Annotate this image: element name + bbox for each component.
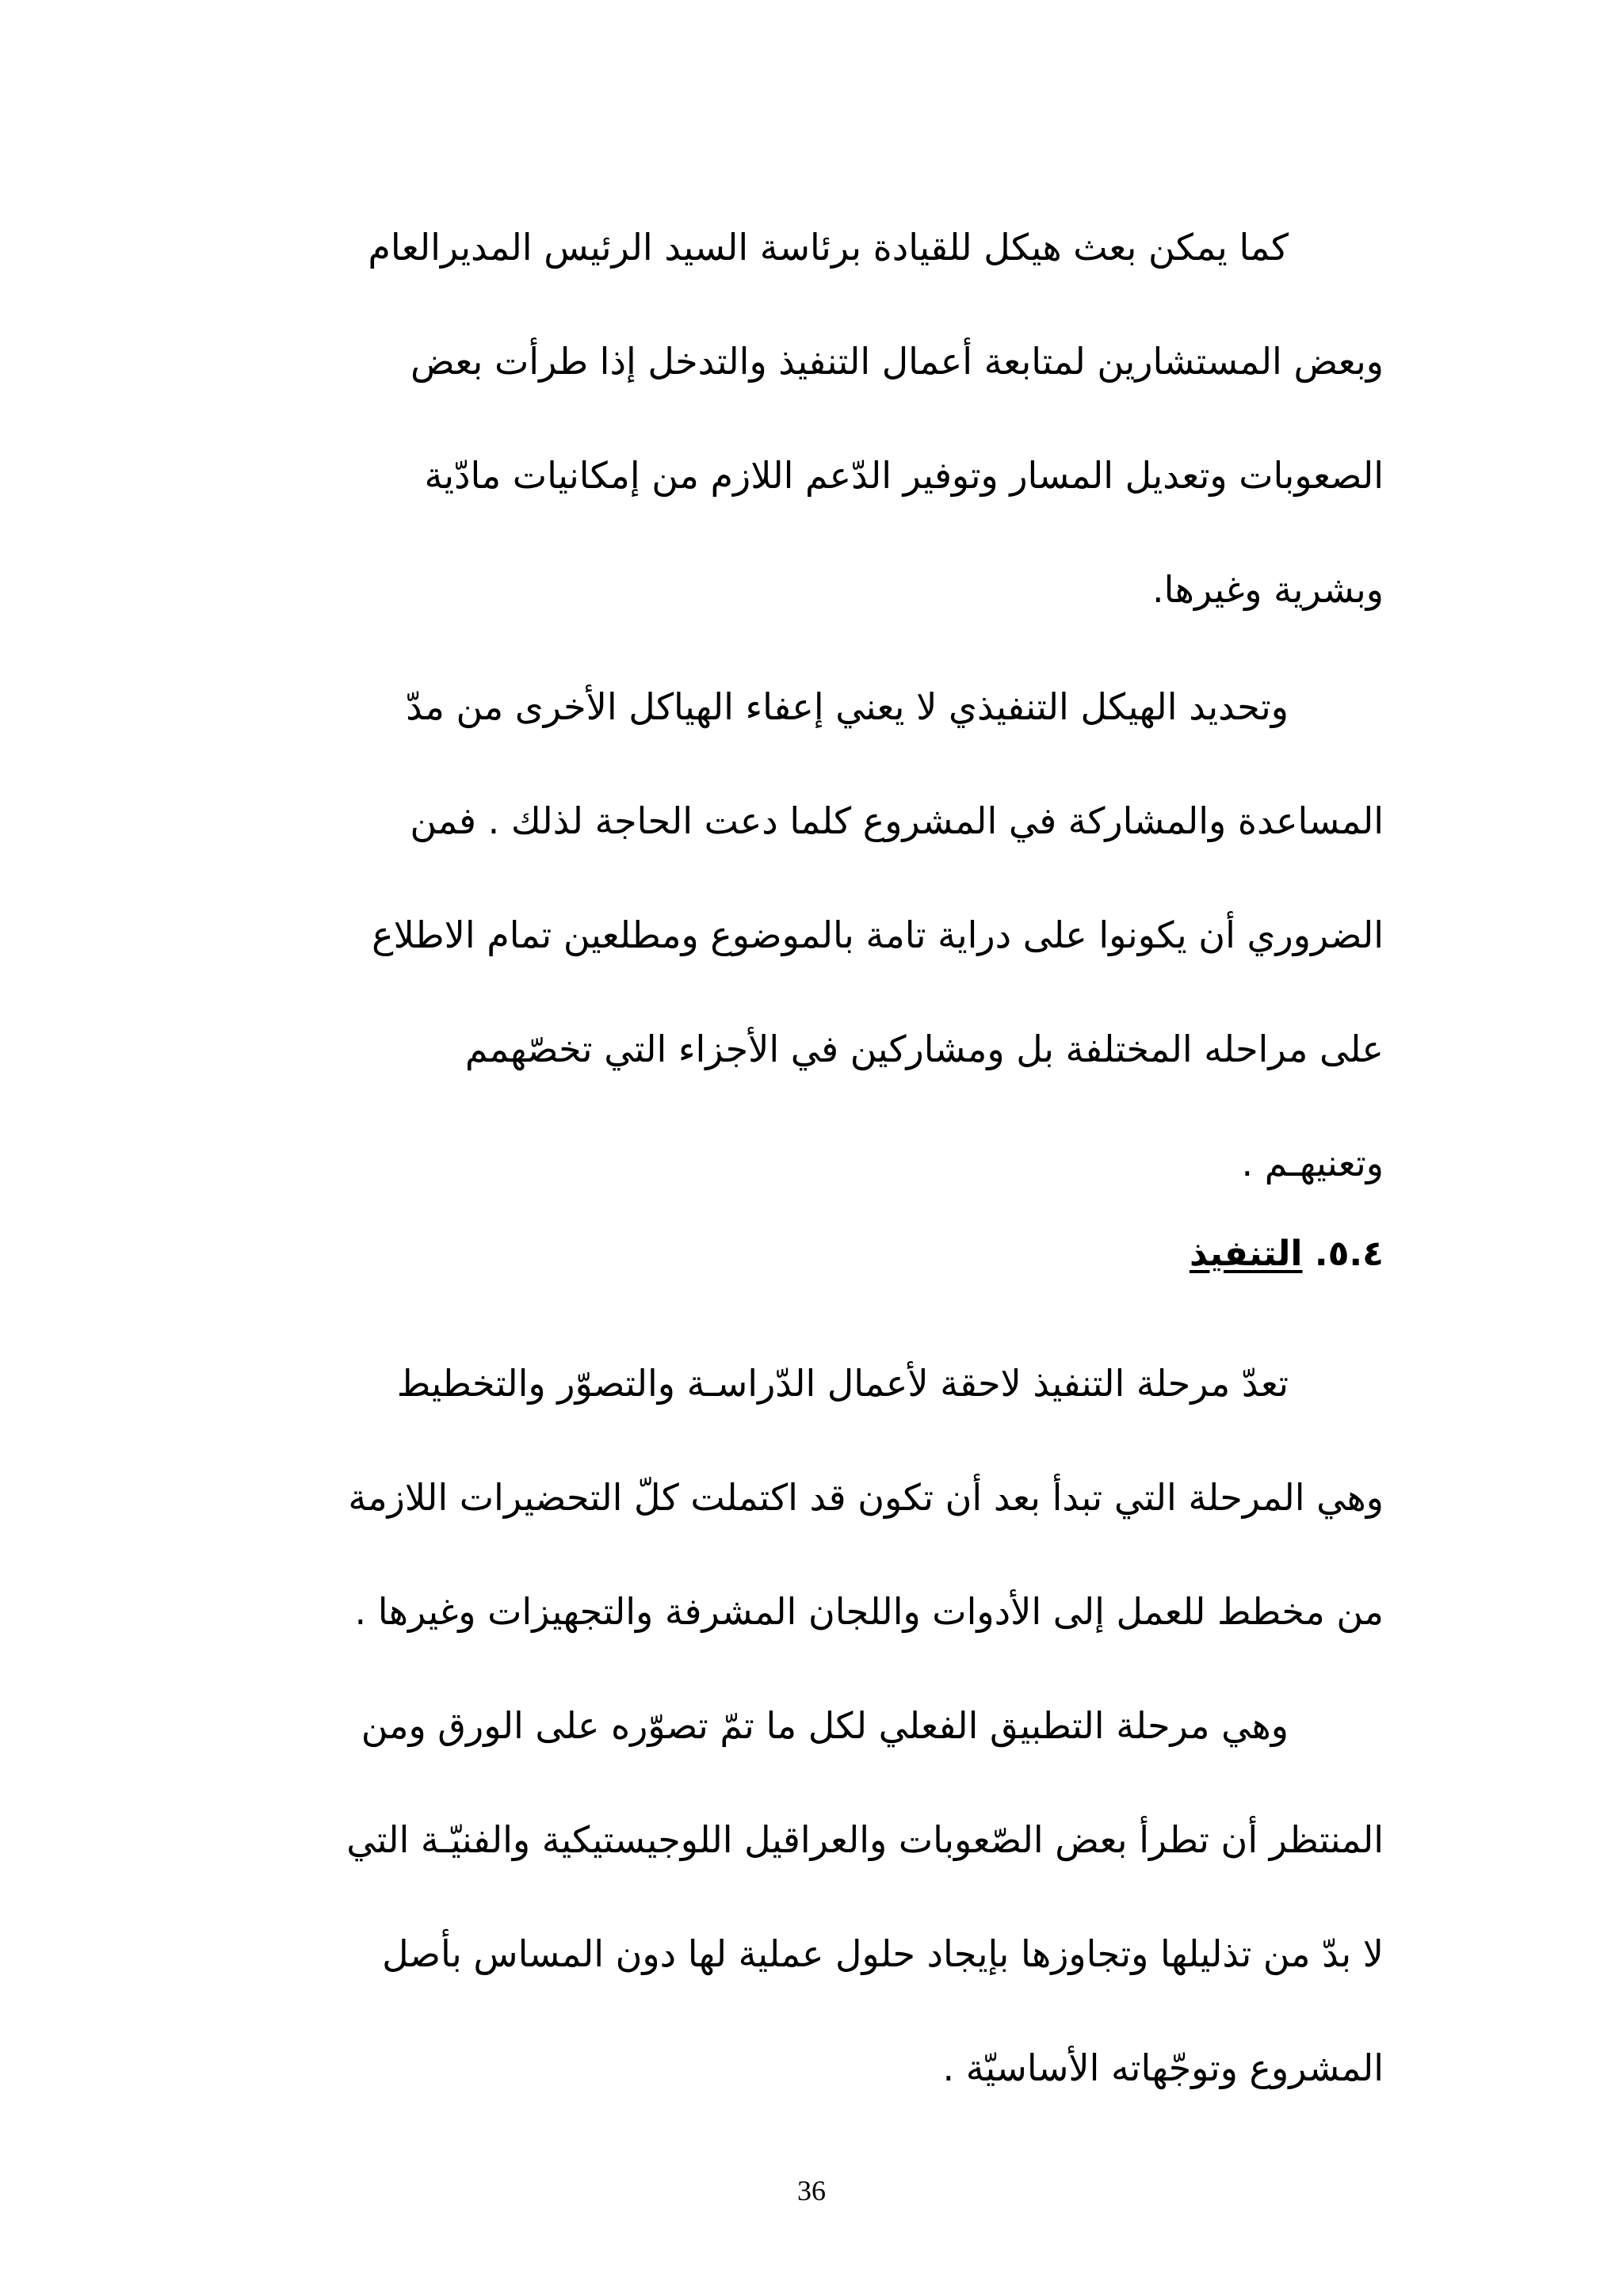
section-title: التنفيذ [1189,1234,1303,1274]
paragraph-2-line-4: على مراحله المختلفة بل ومشاركين في الأجزاء التي تخصّهمم [464,1028,1384,1070]
paragraph-4-line-4: المشروع وتوجّهاته الأساسيّة . [942,2046,1384,2089]
paragraph-3-line-2: وهي المرحلة التي تبدأ بعد أن تكون قد اكتملت كلّ التحضيرات اللازمة [348,1476,1384,1519]
section-heading [242,1226,1384,1282]
paragraph-2-line-1: وتحديد الهيكل التنفيذي لا يعني إعفاء الهياكل الأخرى من مدّ [406,685,1289,728]
paragraph-1-line-4: وبشرية وغيرها. [1152,568,1384,611]
paragraph-1-line-3: الصعوبات وتعديل المسار وتوفير الدّعم اللازم من إمكانيات مادّية [424,454,1384,497]
paragraph-1-line-1: كما يمكن بعث هيكل للقيادة برئاسة السيد الرئيس المديرالعام [368,226,1289,269]
section-number: ٥.٤. [1314,1234,1384,1274]
paragraph-3-line-3: من مخطط للعمل إلى الأدوات واللجان المشرفة والتجهيزات وغيرها . [354,1590,1384,1633]
page-number: 36 [797,2175,826,2206]
paragraph-1-line-2: وبعض المستشارين لمتابعة أعمال التنفيذ والتدخل إذا طرأت بعض [411,340,1384,383]
paragraph-2-line-5: وتعنيهـم . [1241,1142,1384,1184]
paragraph-2-line-3: الضروري أن يكونوا على دراية تامة بالموضوع ومطلعين تمام الاطلاع [372,913,1384,956]
paragraph-4-line-1: وهي مرحلة التطبيق الفعلي لكل ما تمّ تصوّره على الورق ومن [361,1704,1289,1747]
paragraph-2-line-2: المساعدة والمشاركة في المشروع كلما دعت الحاجة لذلك . فمن [410,799,1384,842]
paragraph-4-line-3: لا بدّ من تذليلها وتجاوزها بإيجاد حلول عملية لها دون المساس بأصل [382,1932,1384,1975]
paragraph-3-line-1: تعدّ مرحلة التنفيذ لاحقة لأعمال الدّراسـة والتصوّر والتخطيط [396,1362,1289,1405]
paragraph-4-line-2: المنتظر أن تطرأ بعض الصّعوبات والعراقيل اللوجيستيكية والفنيّـة التي [346,1818,1384,1861]
